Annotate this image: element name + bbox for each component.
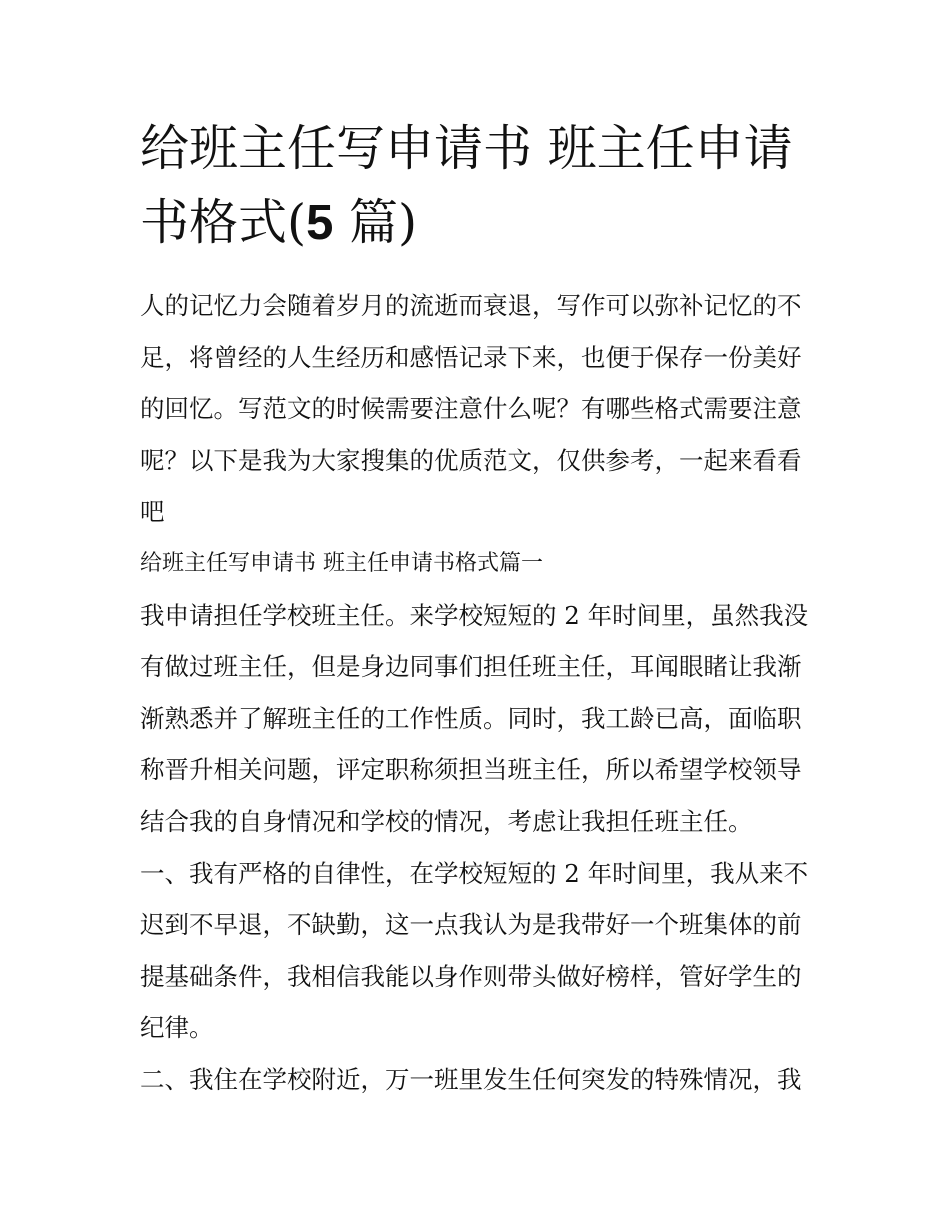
- body-paragraph: 我申请担任学校班主任。来学校短短的 2 年时间里，虽然我没有做过班主任，但是身边同事们担任班主任，耳闻眼睹让我渐渐熟悉并了解班主任的工作性质。同时，我工龄已高，面临职称晋升相关问题，评定职称须担当班主任，所以希望学校领导结合我的自身情况和学校的情况，考虑让我担任班主任。: [140, 600, 809, 836]
- document-title: [140, 112, 820, 260]
- intro-paragraph: 人的记忆力会随着岁月的流逝而衰退，写作可以弥补记忆的不足，将曾经的人生经历和感悟记录下来，也便于保存一份美好的回忆。写范文的时候需要注意什么呢？有哪些格式需要注意呢？以下是我为大家搜集的优质范文，仅供参考，一起来看看吧: [140, 291, 802, 527]
- title-text-part1: 给班主任写申请书 班主任申请书格式(: [140, 120, 793, 251]
- body-paragraph: 一、我有严格的自律性，在学校短短的 2 年时间里，我从来不迟到不早退，不缺勤，这一点我认为是我带好一个班集体的前提基础条件，我相信我能以身作则带头做好榜样，管好学生的纪律。: [140, 858, 809, 1043]
- section-heading: 给班主任写申请书 班主任申请书格式篇一: [140, 550, 543, 576]
- document-body: [140, 280, 820, 1106]
- title-number: 5: [306, 196, 334, 250]
- title-text-part2: 篇): [333, 194, 418, 251]
- body-paragraph: 二、我住在学校附近，万一班里发生任何突发的特殊情况，我: [140, 1064, 802, 1094]
